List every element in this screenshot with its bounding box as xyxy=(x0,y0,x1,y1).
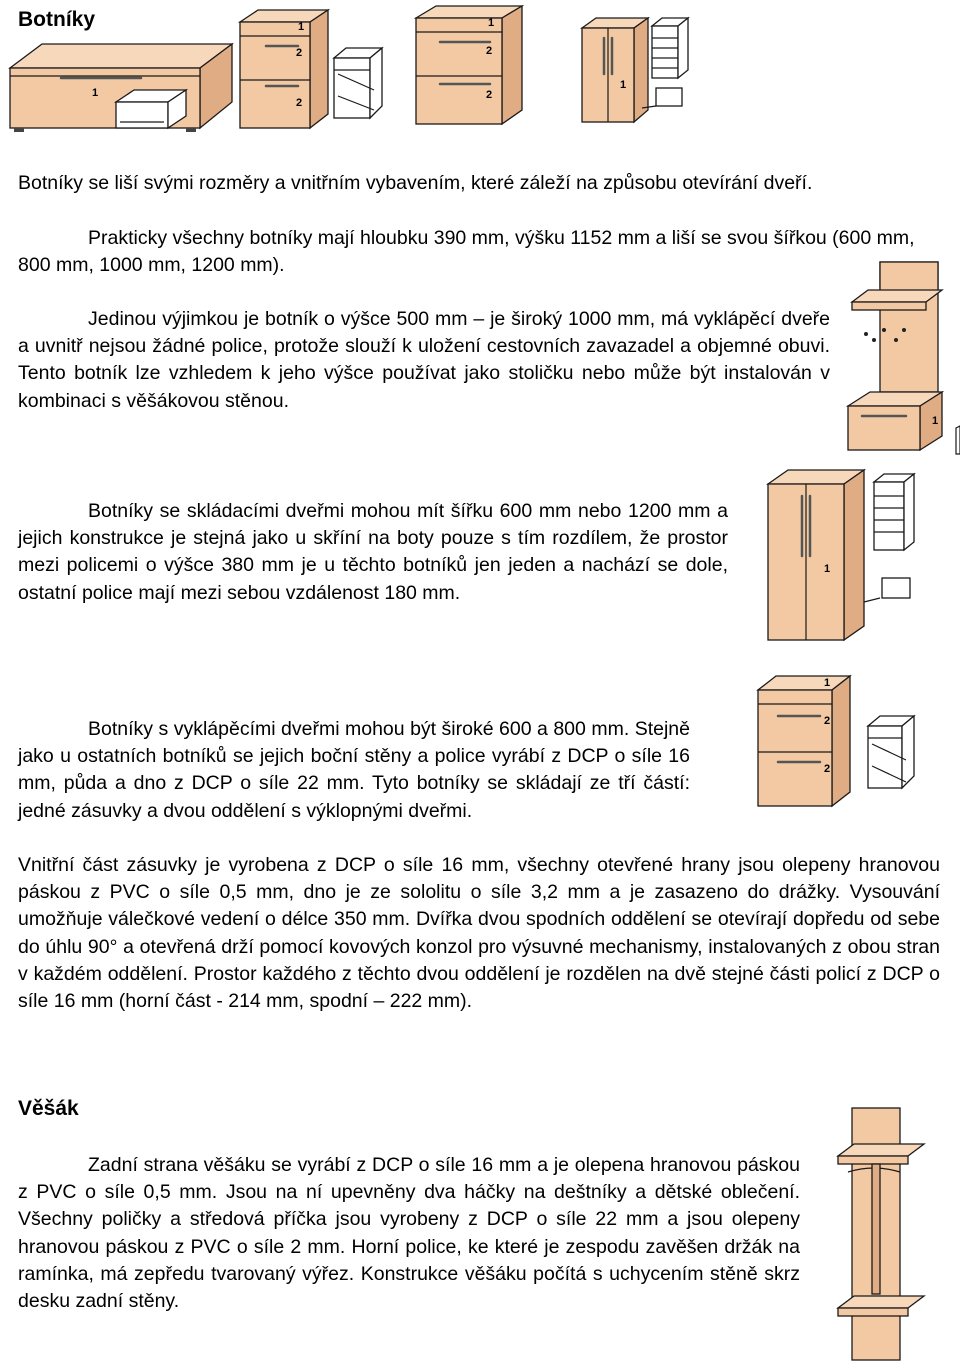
label-tilt2-door-b: 2 xyxy=(824,763,831,775)
figure-coat-rack xyxy=(834,1104,934,1362)
figure-bench-with-coat-wall xyxy=(846,258,960,458)
heading-botniky: Botníky xyxy=(18,8,96,31)
label-tilt-drawer: 1 xyxy=(298,21,305,33)
label-wide-door-a: 2 xyxy=(486,45,493,57)
label-bench: 1 xyxy=(932,415,939,427)
figure-tilt-shoe-cabinet-open xyxy=(330,44,390,124)
paragraph-tilt-doors: Botníky s vyklápěcími dveřmi mohou být široké 600 a 800 mm. Stejně jako u ostatních botníků se jejich boční stěny a police vyrábí z DCP o síle 16 mm, půda a dno z DCP o síle 22 mm. Tyto botníky se skládají ze tří částí: jedné zásuvky a dvou oddělení s výklopnými dveřmi. xyxy=(18,718,690,822)
figure-folding-shoe-cabinet-open xyxy=(648,14,698,114)
label-folding-mid: 1 xyxy=(824,563,831,575)
paragraph-intro: Botníky se liší svými rozměry a vnitřním vybavením, které záleží na způsobu otevírání dveří. xyxy=(18,172,813,194)
label-wide-door-b: 2 xyxy=(486,89,493,101)
heading-vesak: Věšák xyxy=(18,1097,79,1120)
label-tilt2-drawer: 1 xyxy=(824,677,831,689)
figure-low-shoe-cabinet-open xyxy=(112,84,192,134)
figure-folding-shoe-cabinet xyxy=(578,14,658,129)
paragraph-dimensions: Prakticky všechny botníky mají hloubku 390 mm, výšku 1152 mm a liší se svou šířkou (600 mm, 800 mm, 1000 mm, 1200 mm). xyxy=(18,227,915,277)
figure-tilt-shoe-cabinet xyxy=(236,6,336,136)
paragraph-drawer-details: Vnitřní část zásuvky je vyrobena z DCP o síle 16 mm, všechny otevřené hrany jsou olepeny hranovou páskou z PVC o síle 0,5 mm, dno je ze sololitu o síle 3,2 mm a je zasazeno do drážky. Vysouvání umožňuje válečkové vedení o délce 350 mm. Dvířka dvou spodních oddělení se otevírají dopředu od sebe do úhlu 90° a otevřená drží pomocí kovových konzol pro výsuvné mechanismy, instalovaných z obou stran v každém oddělení. Prostor každého z těchto dvou oddělení je rozdělen na dvě stejné části policí z DCP o síle 16 mm (horní část - 214 mm, spodní – 222 mm). xyxy=(18,854,940,1013)
label-low-box: 1 xyxy=(92,87,99,99)
label-tilt-door-b: 2 xyxy=(296,97,303,109)
figure-wide-tilt-shoe-cabinet xyxy=(412,2,527,130)
figure-tilt-cabinet-detail xyxy=(754,672,934,812)
paragraph-folding-doors: Botníky se skládacími dveřmi mohou mít šířku 600 mm nebo 1200 mm a jejich konstrukce je stejná jako u skříní na boty pouze s tím rozdílem, že prostor mezi policemi o výšce 380 mm je u těchto botníků jen jeden a nachází se dole, ostatní police mají mezi sebou vzdálenost 180 mm. xyxy=(18,500,728,604)
figure-folding-cabinet-detail xyxy=(764,466,924,646)
label-folding: 1 xyxy=(620,79,627,91)
paragraph-coat-rack: Zadní strana věšáku se vyrábí z DCP o síle 16 mm a je olepena hranovou páskou z PVC o síle 0,5 mm. Jsou na ní upevněny dva háčky na deštníky a dětské oblečení. Všechny poličky a středová příčka jsou vyrobeny z DCP o síle 22 mm a jsou olepeny hranovou páskou z PVC o síle 2 mm. Horní police, ke které je zespodu zavěšen držák na ramínka, má zepředu tvarovaný výřez. Konstrukce věšáku počítá s uchycením stěně skrz desku zadní stěny. xyxy=(18,1154,800,1313)
paragraph-exception: Jedinou výjimkou je botník o výšce 500 mm – je široký 1000 mm, má vyklápěcí dveře a uvnitř nejsou žádné police, protože slouží k uložení cestovních zavazadel a objemné obuvi. Tento botník lze vzhledem k jeho výšce používat jako stoličku nebo může být instalován v kombinaci s věšákovou stěnou. xyxy=(18,308,830,412)
label-tilt-door-a: 2 xyxy=(296,47,303,59)
label-tilt2-door-a: 2 xyxy=(824,715,831,727)
label-wide-drawer: 1 xyxy=(488,17,495,29)
